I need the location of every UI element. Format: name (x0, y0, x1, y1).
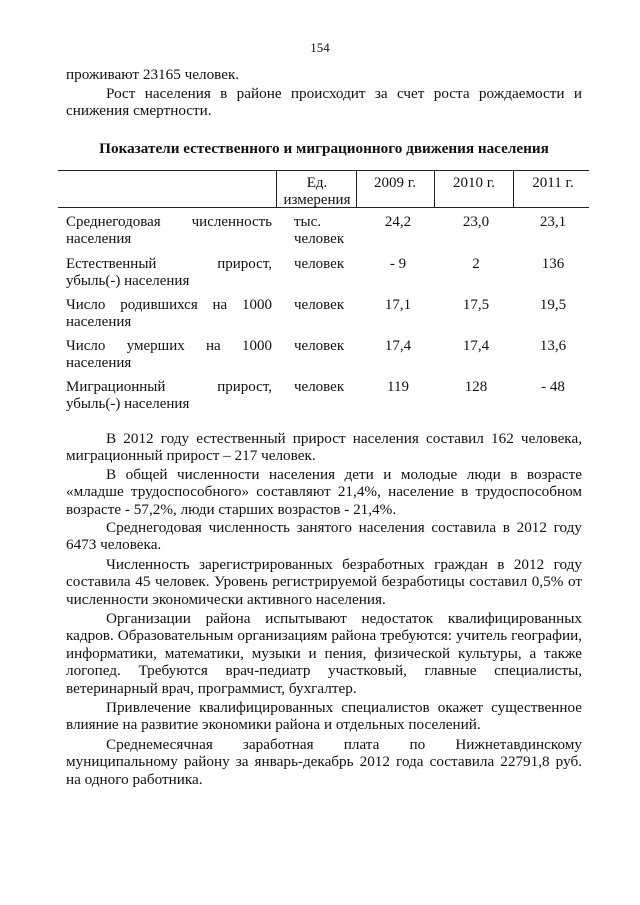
value-2009: - 9 (389, 256, 407, 272)
row-label-line: населения (66, 355, 132, 371)
value-2010: 17,5 (462, 297, 490, 313)
table-row (58, 256, 589, 296)
population-table (58, 170, 589, 412)
row-label-line: убыль(-) населения (66, 273, 190, 289)
table-title: Показатели естественного и миграционного движения населения (99, 140, 549, 157)
row-label-line: Число родившихся на 1000 (66, 297, 272, 313)
row-unit: человек (294, 297, 345, 313)
row-unit: человек (294, 379, 345, 395)
value-2011: 19,5 (539, 297, 567, 313)
body-paragraph: Привлечение квалифицированных специалистов окажет существенное влияние на развитие экономики района и отдельных поселений. (66, 699, 582, 734)
row-label (66, 214, 272, 248)
row-label-line: Миграционный прирост, (66, 379, 272, 395)
value-2010: 2 (472, 256, 480, 272)
header-divider (434, 171, 435, 207)
row-unit: человек (294, 256, 345, 272)
row-label (66, 256, 272, 290)
value-2010: 23,0 (462, 214, 490, 230)
body-paragraph: В общей численности населения дети и молодые люди в возрасте «младше трудоспособного» составляют 21,4%, население в трудоспособном возрасте - 57,2%, люди старших возрастов - 21,4%. (66, 466, 582, 518)
header-2009: 2009 г. (374, 175, 416, 191)
table-row (58, 214, 589, 254)
header-unit: Ед. измерения (283, 175, 351, 208)
value-2011: 13,6 (539, 338, 567, 354)
value-2009: 119 (387, 379, 409, 395)
body-paragraph: Среднегодовая численность занятого населения составила в 2012 году 6473 человека. (66, 519, 582, 554)
value-2009: 17,1 (384, 297, 412, 313)
row-label (66, 338, 272, 372)
header-2010: 2010 г. (453, 175, 495, 191)
row-label-line: Число умерших на 1000 (66, 338, 272, 354)
intro-paragraph: Рост населения в районе происходит за счет роста рождаемости и снижения смертности. (66, 85, 582, 120)
value-2011: 23,1 (539, 214, 567, 230)
body-paragraph: В 2012 году естественный прирост населения составил 162 человека, миграционный прирост – 217 человек. (66, 430, 582, 465)
header-2011: 2011 г. (532, 175, 574, 191)
page-number: 154 (310, 40, 330, 55)
row-label-line: населения (66, 231, 132, 247)
row-label-line: Среднегодовая численность (66, 214, 272, 230)
row-label (66, 297, 272, 331)
row-label (66, 379, 272, 413)
header-divider (276, 171, 277, 207)
body-paragraph: Среднемесячная заработная плата по Нижнетавдинскому муниципальному району за январь-декабрь 2012 года составила 22791,8 руб. на одного работника. (66, 736, 582, 788)
body-paragraph: Численность зарегистрированных безработных граждан в 2012 году составила 45 человек. Уровень регистрируемой безработицы составил 0,5% от численности экономически активного населения. (66, 556, 582, 608)
intro-line: проживают 23165 человек. (66, 66, 240, 83)
row-label-line: убыль(-) населения (66, 396, 190, 412)
body-paragraph: Организации района испытывают недостаток квалифицированных кадров. Образовательным организациям района требуются: учитель географии, информатики, математики, музыки и пения, физической культуры, а также логопед. Требуются врач-педиатр участковый, главные специалисты, ветеринарный врач, программист, бухгалтер. (66, 610, 582, 697)
value-2011: 136 (541, 256, 565, 272)
header-divider (356, 171, 357, 207)
row-label-line: населения (66, 314, 132, 330)
row-unit: тыс. человек (294, 214, 345, 247)
row-unit: человек (294, 338, 345, 354)
value-2011: - 48 (541, 379, 565, 395)
table-row (58, 379, 589, 419)
table-row (58, 297, 589, 337)
value-2009: 17,4 (384, 338, 412, 354)
value-2010: 128 (464, 379, 488, 395)
header-divider (513, 171, 514, 207)
value-2010: 17,4 (462, 338, 490, 354)
value-2009: 24,2 (384, 214, 412, 230)
table-header (58, 170, 589, 208)
row-label-line: Естественный прирост, (66, 256, 272, 272)
table-row (58, 338, 589, 378)
